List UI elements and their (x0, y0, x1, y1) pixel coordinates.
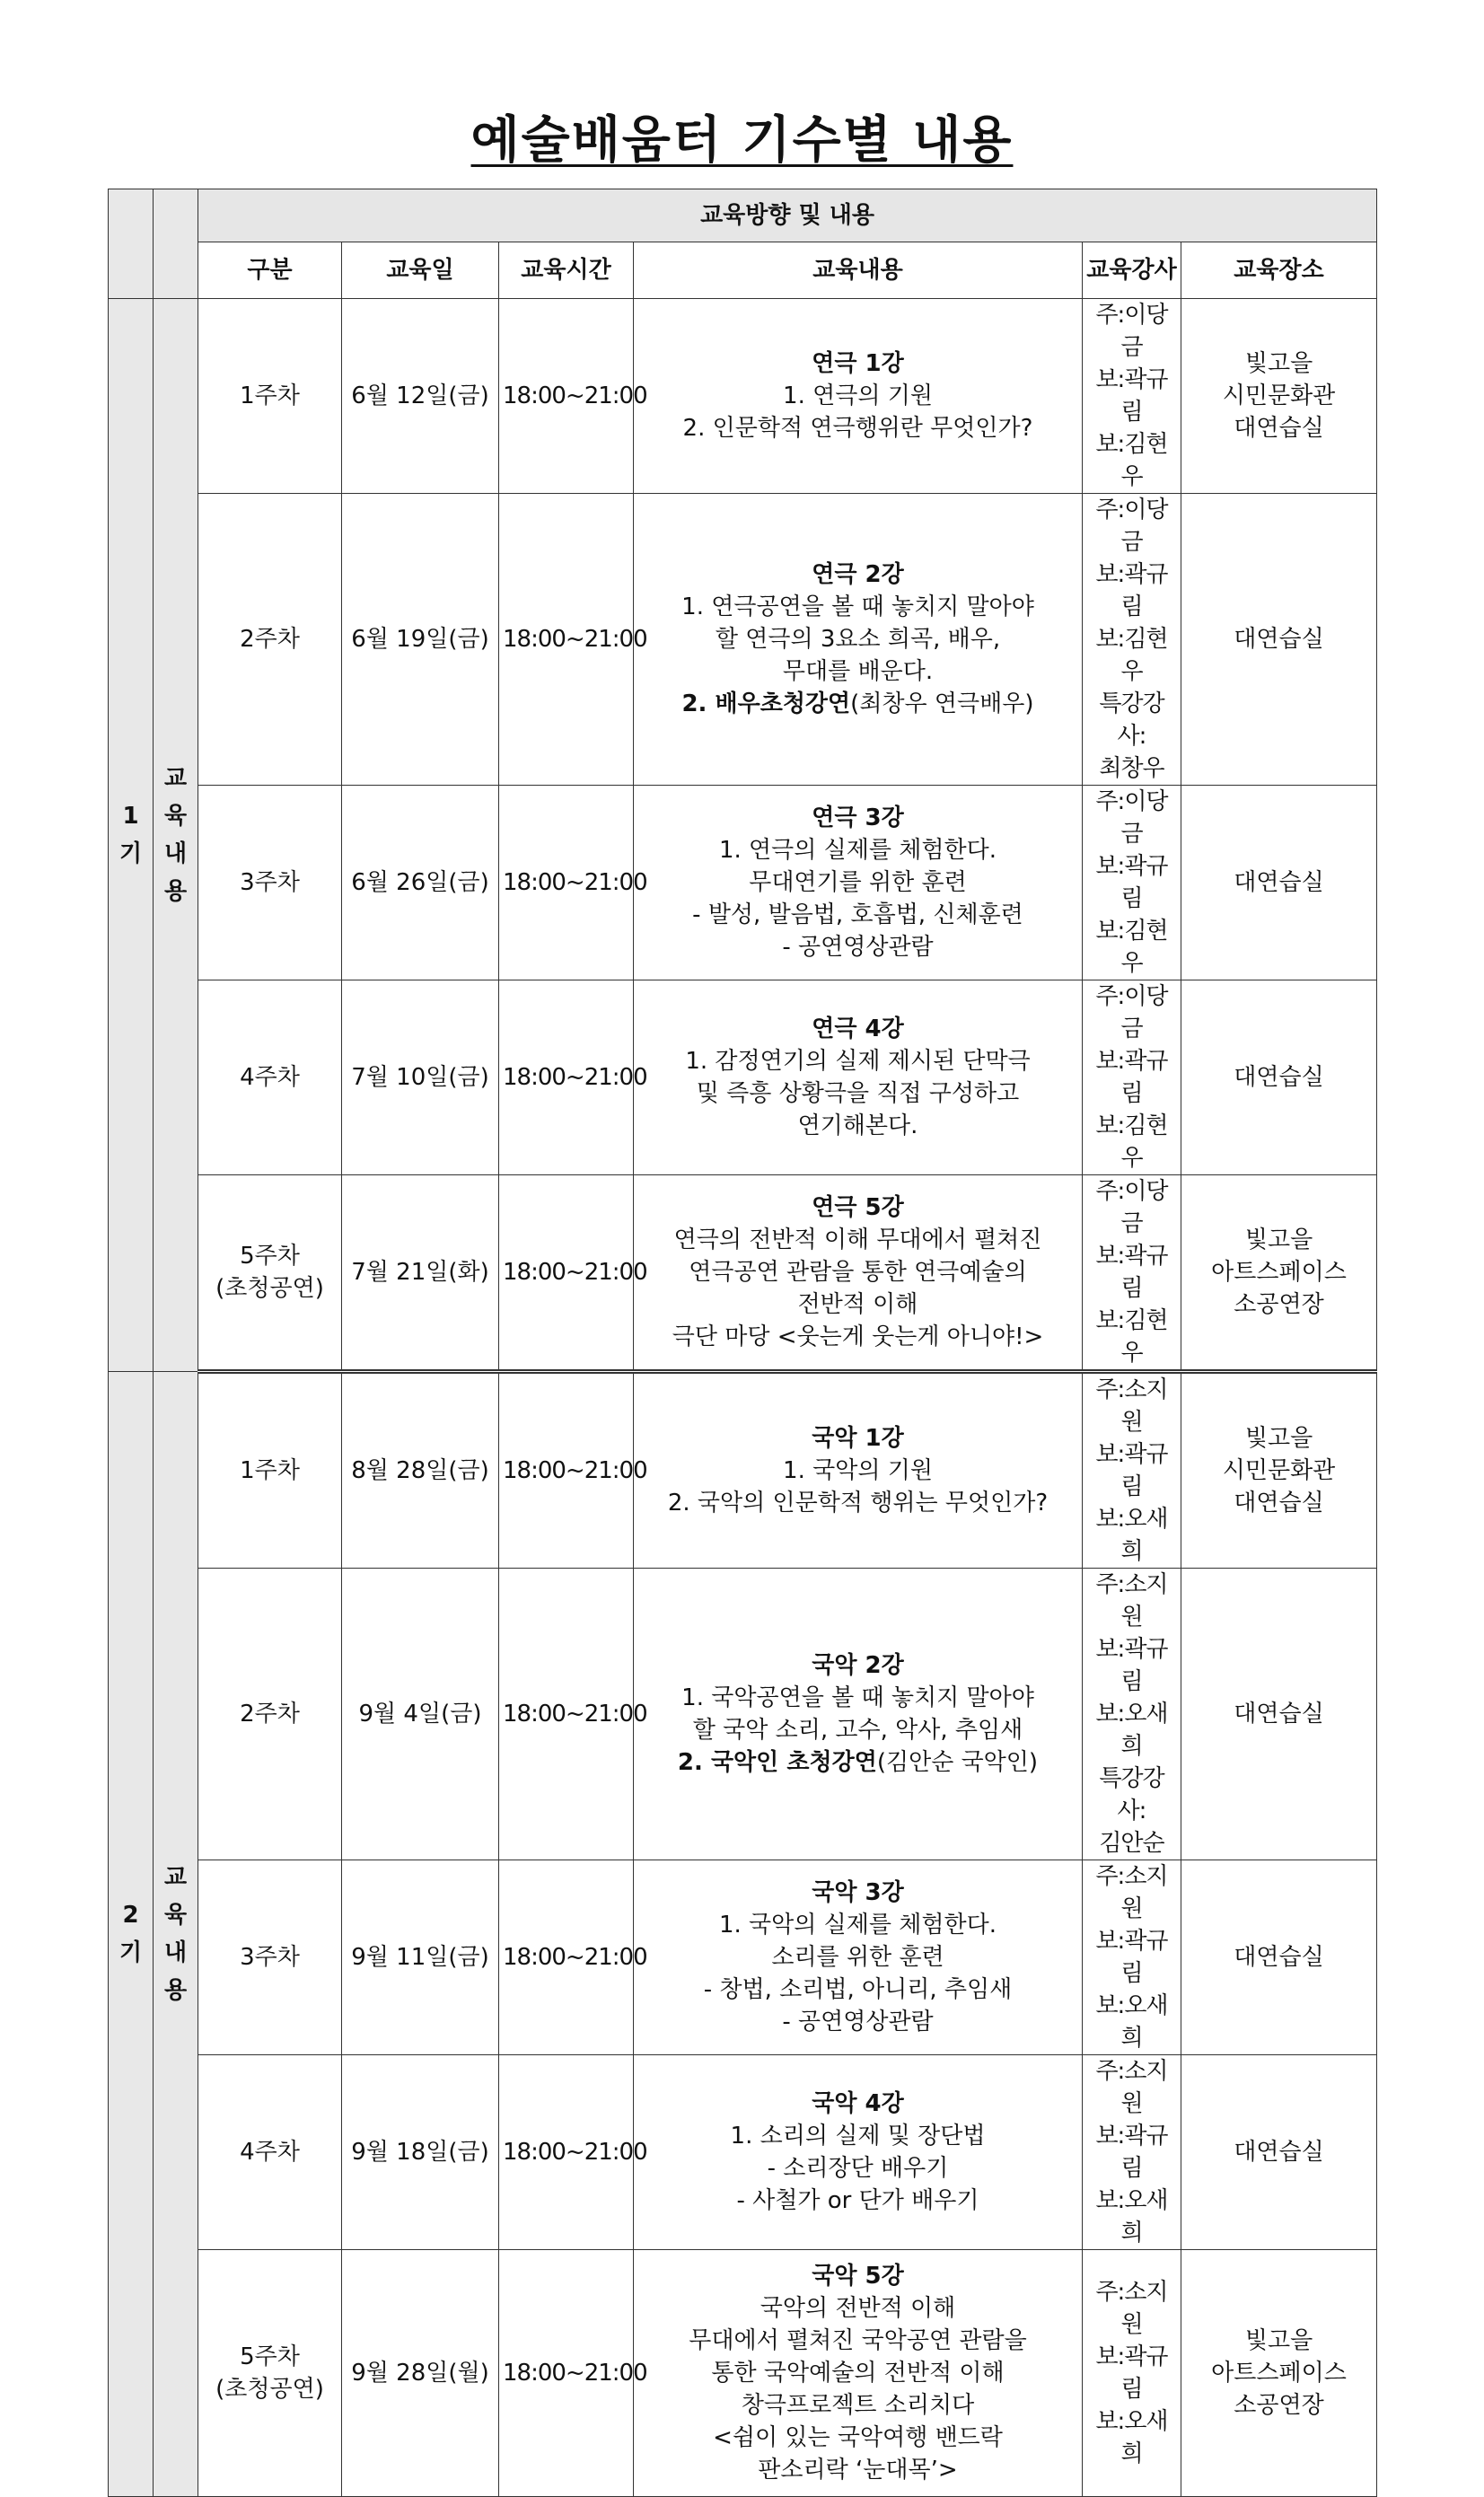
place-line: 빛고을 (1244, 350, 1313, 377)
lesson-title: 국악 2강 (812, 1652, 904, 1679)
lesson-title: 연극 4강 (812, 1016, 904, 1042)
instructor-name: 보:곽규림 (1095, 853, 1168, 912)
column-header: 교육시간 (499, 242, 634, 299)
content-line: 연극공연 관람을 통한 연극예술의 (689, 1259, 1027, 1286)
date-cell: 6월 12일(금) (342, 299, 499, 494)
instructor-name: 보:김현우 (1095, 626, 1168, 685)
column-header: 교육일 (342, 242, 499, 299)
instructor-name: 보:김현우 (1095, 1307, 1168, 1367)
content-cell (634, 786, 1083, 980)
time-cell: 18:00~21:00 (499, 1860, 634, 2055)
week-label: 1주차 (240, 1457, 300, 1484)
instructor-name: 주:소지원 (1095, 1571, 1168, 1631)
term-label-char: 1 (122, 803, 139, 830)
content-cell (634, 1175, 1083, 1372)
instructor-name: 김안순 (1099, 1830, 1164, 1857)
week-cell (198, 1860, 342, 2055)
lesson-title: 국악 4강 (812, 2090, 904, 2117)
date-cell: 6월 19일(금) (342, 494, 499, 786)
place-cell (1181, 1175, 1377, 1372)
instructor-name: 보:김현우 (1095, 1112, 1168, 1172)
week-label: 1주차 (240, 382, 300, 409)
week-label: 2주차 (240, 1701, 300, 1728)
special-lecture-guest: (최창우 연극배우) (850, 690, 1034, 717)
lesson-title: 국악 3강 (812, 1879, 904, 1906)
content-cell (634, 1860, 1083, 2055)
side-label-char: 내 (163, 840, 188, 867)
time-cell: 18:00~21:00 (499, 1372, 634, 1569)
instructor-name: 보:곽규림 (1095, 2343, 1168, 2403)
instructor-cell (1083, 980, 1181, 1175)
table-row (109, 1860, 1377, 2055)
corner-cell-b (154, 189, 198, 299)
time-cell: 18:00~21:00 (499, 299, 634, 494)
instructor-name: 주:소지원 (1095, 1376, 1168, 1436)
content-line: 국악의 전반적 이해 (760, 2295, 956, 2322)
instructor-name: 보:김현우 (1095, 431, 1168, 490)
instructor-name: 보:오새희 (1095, 2187, 1168, 2246)
side-label-char: 교 (163, 1864, 188, 1891)
week-label: 4주차 (240, 2139, 300, 2166)
instructor-cell (1083, 1569, 1181, 1860)
column-header: 교육내용 (634, 242, 1083, 299)
content-cell (634, 1372, 1083, 1569)
place-line: 대연습실 (1234, 1701, 1324, 1728)
instructor-cell (1083, 299, 1181, 494)
content-line: 판소리락 ‘눈대목’> (758, 2457, 958, 2484)
content-cell (634, 980, 1083, 1175)
place-cell (1181, 1372, 1377, 1569)
content-line: 1. 연극의 실제를 체험한다. (718, 837, 997, 864)
content-line: - 공연영상관람 (782, 934, 934, 961)
lesson-title: 국악 1강 (812, 1425, 904, 1452)
date-cell: 9월 4일(금) (342, 1569, 499, 1860)
week-cell (198, 2055, 342, 2250)
instructor-name: 특강강사: (1099, 690, 1164, 750)
instructor-name: 보:오새희 (1095, 1506, 1168, 1565)
special-lecture-title: 2. 배우초청강연 (681, 690, 851, 717)
term-label-char: 2 (122, 1902, 139, 1929)
table-row (109, 494, 1377, 786)
content-line: 무대에서 펼쳐진 국악공연 관람을 (689, 2327, 1027, 2354)
week-label: 4주차 (240, 1064, 300, 1091)
instructor-name: 주:이당금 (1095, 983, 1168, 1042)
place-line: 대연습실 (1234, 1064, 1324, 1091)
side-label (154, 1372, 198, 2497)
content-line: 2. 국악의 인문학적 행위는 무엇인가? (667, 1490, 1049, 1517)
instructor-name: 주:이당금 (1095, 788, 1168, 848)
table-row (109, 1175, 1377, 1372)
content-line: - 창법, 소리법, 아니리, 추임새 (703, 1976, 1013, 2003)
lesson-title: 국악 5강 (812, 2263, 904, 2290)
term-label (109, 1372, 154, 2497)
term-label (109, 299, 154, 1372)
week-cell (198, 299, 342, 494)
time-cell: 18:00~21:00 (499, 2055, 634, 2250)
side-label (154, 299, 198, 1372)
content-line: 연극의 전반적 이해 무대에서 펼쳐진 (673, 1227, 1042, 1253)
content-line: - 소리장단 배우기 (767, 2155, 949, 2182)
place-cell (1181, 1860, 1377, 2055)
content-line: 전반적 이해 (797, 1291, 918, 1318)
week-label: (초청공연) (215, 1275, 324, 1302)
place-line: 빛고을 (1244, 1227, 1313, 1253)
place-line: 대연습실 (1234, 626, 1324, 653)
content-line: 연기해본다. (797, 1112, 918, 1139)
time-cell: 18:00~21:00 (499, 980, 634, 1175)
term-label-char: 기 (119, 1939, 143, 1966)
date-cell: 9월 28일(월) (342, 2250, 499, 2497)
content-line: <쉼이 있는 국악여행 밴드락 (713, 2424, 1003, 2451)
instructor-name: 보:오새희 (1095, 2408, 1168, 2467)
content-line: - 공연영상관람 (782, 2009, 934, 2035)
place-line: 대연습실 (1234, 1944, 1324, 1971)
date-cell: 9월 11일(금) (342, 1860, 499, 2055)
instructor-name: 보:곽규림 (1095, 2123, 1168, 2182)
week-cell (198, 2250, 342, 2497)
header-band: 교육방향 및 내용 (198, 189, 1377, 242)
date-cell: 8월 28일(금) (342, 1372, 499, 1569)
side-label-char: 교 (163, 765, 188, 792)
table-row (109, 786, 1377, 980)
side-label-char: 용 (163, 1977, 188, 2004)
date-cell: 9월 18일(금) (342, 2055, 499, 2250)
instructor-cell (1083, 786, 1181, 980)
instructor-cell (1083, 494, 1181, 786)
table-row (109, 1569, 1377, 1860)
instructor-name: 보:곽규림 (1095, 1928, 1168, 1987)
place-cell (1181, 2250, 1377, 2497)
place-cell (1181, 786, 1377, 980)
place-line: 대연습실 (1234, 1490, 1324, 1517)
content-line: - 발성, 발음법, 호흡법, 신체훈련 (692, 901, 1023, 928)
column-header: 교육강사 (1083, 242, 1181, 299)
time-cell: 18:00~21:00 (499, 1569, 634, 1860)
content-line: 무대연기를 위한 훈련 (749, 869, 967, 896)
lesson-title: 연극 3강 (812, 804, 904, 831)
special-lecture-guest: (김안순 국악인) (876, 1749, 1039, 1776)
place-cell (1181, 1569, 1377, 1860)
place-cell (1181, 2055, 1377, 2250)
time-cell: 18:00~21:00 (499, 1175, 634, 1372)
place-line: 소공연장 (1234, 1291, 1324, 1318)
place-line: 대연습실 (1234, 869, 1324, 896)
table-row (109, 1372, 1377, 1569)
instructor-name: 보:곽규림 (1095, 1243, 1168, 1302)
time-cell: 18:00~21:00 (499, 2250, 634, 2497)
instructor-name: 보:곽규림 (1095, 1636, 1168, 1695)
page-title: 예술배움터 기수별 내용 (470, 111, 1014, 170)
place-line: 아트스페이스 (1211, 2360, 1347, 2387)
instructor-name: 주:소지원 (1095, 2279, 1168, 2338)
table-row (109, 980, 1377, 1175)
place-line: 소공연장 (1234, 2392, 1324, 2419)
instructor-name: 특강강사: (1099, 1765, 1164, 1824)
week-cell (198, 494, 342, 786)
week-label: 2주차 (240, 626, 300, 653)
content-line: 1. 국악의 실제를 체험한다. (718, 1912, 997, 1939)
instructor-cell (1083, 1175, 1181, 1372)
content-line: 무대를 배운다. (782, 658, 934, 685)
content-line: 1. 국악의 기원 (783, 1457, 933, 1484)
side-label-char: 용 (163, 878, 188, 905)
content-line: 소리를 위한 훈련 (771, 1944, 944, 1971)
lesson-title: 연극 5강 (812, 1194, 904, 1221)
content-line: 1. 소리의 실제 및 장단법 (730, 2123, 986, 2150)
content-line: 1. 국악공연을 볼 때 놓치지 말아야 (681, 1684, 1034, 1711)
place-line: 대연습실 (1234, 2139, 1324, 2166)
instructor-name: 보:곽규림 (1095, 1048, 1168, 1107)
content-line: 2. 인문학적 연극행위란 무엇인가? (682, 415, 1033, 442)
content-line: 1. 연극의 기원 (783, 382, 933, 409)
table-row (109, 2055, 1377, 2250)
place-cell (1181, 494, 1377, 786)
instructor-name: 보:오새희 (1095, 1992, 1168, 2052)
instructor-cell (1083, 2055, 1181, 2250)
week-cell (198, 1175, 342, 1372)
instructor-cell (1083, 1372, 1181, 1569)
instructor-name: 주:이당금 (1095, 497, 1168, 556)
content-line: 극단 마당 <웃는게 웃는게 아니야!> (672, 1323, 1044, 1350)
special-lecture-title: 2. 국악인 초청강연 (677, 1749, 877, 1776)
schedule-table (108, 189, 1377, 2497)
content-line: 1. 감정연기의 실제 제시된 단막극 (685, 1048, 1031, 1075)
content-line-special (637, 1746, 1078, 1779)
instructor-cell (1083, 1860, 1181, 2055)
column-header: 구분 (198, 242, 342, 299)
content-line: 1. 연극공연을 볼 때 놓치지 말아야 (681, 593, 1034, 620)
table-row (109, 299, 1377, 494)
content-line: 할 국악 소리, 고수, 악사, 추임새 (692, 1717, 1023, 1744)
place-line: 시민문화관 (1222, 1457, 1336, 1484)
week-cell (198, 1372, 342, 1569)
week-cell (198, 786, 342, 980)
place-line: 빛고을 (1244, 1425, 1313, 1452)
content-cell (634, 2250, 1083, 2497)
instructor-name: 보:김현우 (1095, 918, 1168, 977)
time-cell: 18:00~21:00 (499, 494, 634, 786)
place-line: 시민문화관 (1222, 382, 1336, 409)
content-line: 및 즉흥 상황극을 직접 구성하고 (696, 1080, 1020, 1107)
week-label: (초청공연) (215, 2376, 324, 2403)
time-cell: 18:00~21:00 (499, 786, 634, 980)
side-label-char: 내 (163, 1939, 188, 1966)
instructor-cell (1083, 2250, 1181, 2497)
corner-cell-a (109, 189, 154, 299)
date-cell: 6월 26일(금) (342, 786, 499, 980)
column-header: 교육장소 (1181, 242, 1377, 299)
content-cell (634, 494, 1083, 786)
side-label-char: 육 (163, 1902, 188, 1929)
table-row (109, 2250, 1377, 2497)
instructor-name: 주:소지원 (1095, 1863, 1168, 1922)
week-cell (198, 980, 342, 1175)
place-cell (1181, 299, 1377, 494)
lesson-title: 연극 2강 (812, 561, 904, 588)
week-cell (198, 1569, 342, 1860)
date-cell: 7월 10일(금) (342, 980, 499, 1175)
place-line: 아트스페이스 (1211, 1259, 1347, 1286)
instructor-name: 주:이당금 (1095, 1178, 1168, 1237)
week-label: 5주차 (240, 2343, 300, 2370)
content-line: 창극프로젝트 소리치다 (741, 2392, 975, 2419)
week-label: 5주차 (240, 1243, 300, 1270)
content-line: - 사철가 or 단가 배우기 (736, 2187, 979, 2214)
content-line-special (637, 688, 1078, 720)
place-line: 빛고을 (1244, 2327, 1313, 2354)
week-label: 3주차 (240, 869, 300, 896)
instructor-name: 보:오새희 (1095, 1701, 1168, 1760)
instructor-name: 보:곽규림 (1095, 366, 1168, 426)
week-label: 3주차 (240, 1944, 300, 1971)
instructor-name: 최창우 (1099, 755, 1164, 782)
content-cell (634, 2055, 1083, 2250)
term-label-char: 기 (119, 840, 143, 867)
place-line: 대연습실 (1234, 415, 1324, 442)
side-label-char: 육 (163, 803, 188, 830)
content-line: 할 연극의 3요소 희곡, 배우, (715, 626, 1001, 653)
date-cell: 7월 21일(화) (342, 1175, 499, 1372)
instructor-name: 보:곽규림 (1095, 561, 1168, 620)
content-line: 통한 국악예술의 전반적 이해 (711, 2360, 1005, 2387)
place-cell (1181, 980, 1377, 1175)
content-cell (634, 299, 1083, 494)
instructor-name: 보:곽규림 (1095, 1441, 1168, 1500)
instructor-name: 주:소지원 (1095, 2058, 1168, 2117)
content-cell (634, 1569, 1083, 1860)
lesson-title: 연극 1강 (812, 350, 904, 377)
instructor-name: 주:이당금 (1095, 302, 1168, 361)
